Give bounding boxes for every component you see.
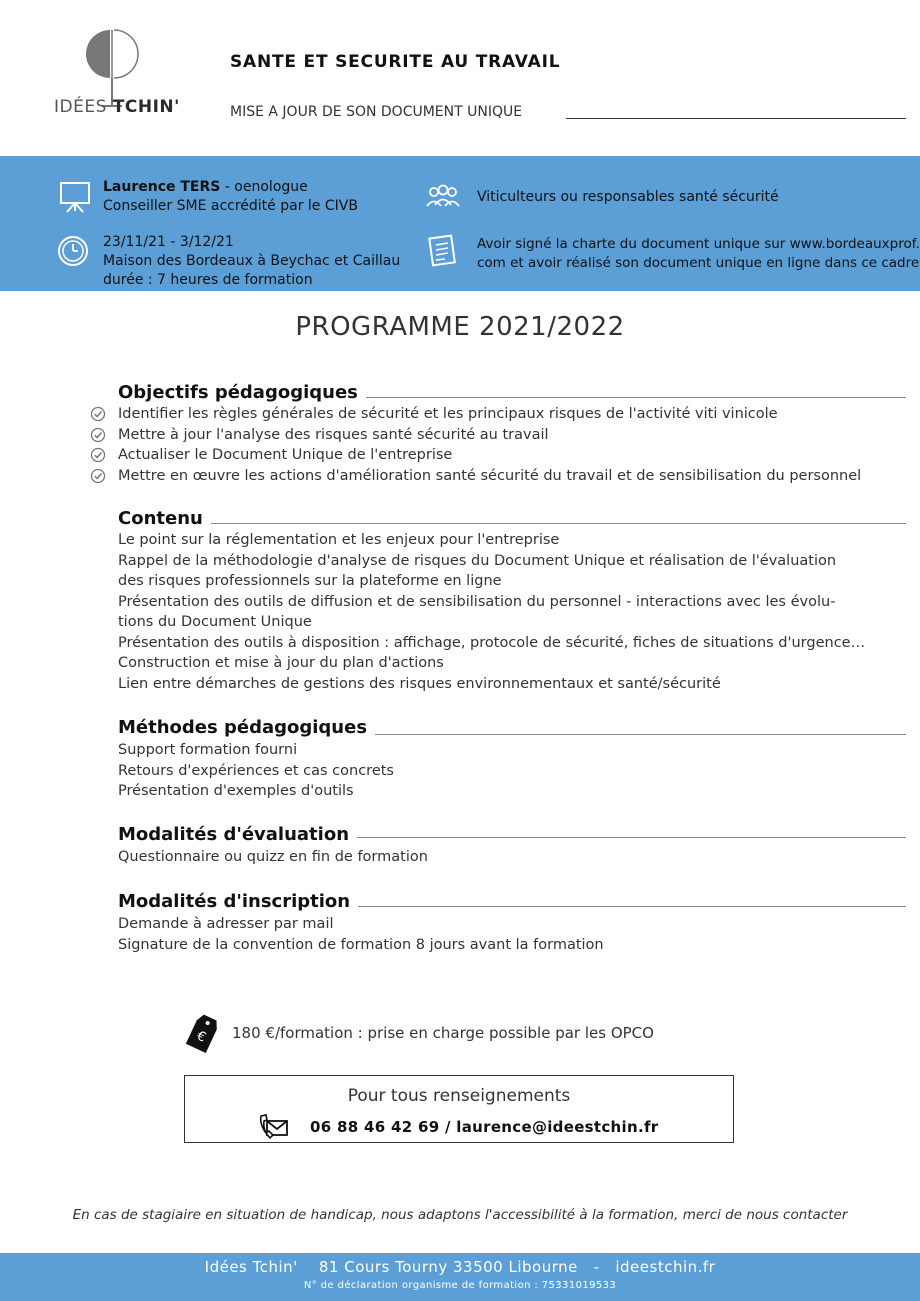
methodes-line: Présentation d'exemples d'outils: [118, 783, 354, 799]
contenu-line: Le point sur la réglementation et les enjeux pour l'entreprise: [118, 532, 560, 548]
footer-address: Idées Tchin' 81 Cours Tourny 33500 Libourne - ideestchin.fr: [204, 1258, 716, 1276]
contenu-heading: Contenu: [118, 508, 211, 529]
evaluation-heading: Modalités d'évaluation: [118, 824, 357, 845]
contenu-rule: [205, 523, 906, 524]
evaluation-rule: [352, 837, 906, 838]
inscription-rule: [346, 906, 906, 907]
objectifs-line: Mettre à jour l'analyse des risques santé sécurité au travail: [118, 426, 549, 443]
trainer-line: Laurence TERS - oenologue: [103, 179, 308, 195]
prerequisite-line-2: com et avoir réalisé son document unique en ligne dans ce cadre: [477, 255, 920, 271]
inscription-line: Signature de la convention de formation 8 jours avant la formation: [118, 936, 604, 953]
check-circle-icon: [90, 447, 106, 463]
price-tag-icon: [184, 1012, 222, 1054]
contact-title: Pour tous renseignements: [347, 1086, 571, 1106]
clock-icon: [56, 234, 90, 268]
contenu-line: Construction et mise à jour du plan d'actions: [118, 655, 444, 671]
programme-title: PROGRAMME 2021/2022: [295, 312, 625, 342]
trainer-accreditation: Conseiller SME accrédité par le CIVB: [103, 198, 358, 214]
envelope-phone-icon: [258, 1112, 290, 1142]
contenu-line: Présentation des outils de diffusion et de sensibilisation du personnel - interactions avec les évolu-: [118, 593, 836, 610]
training-location: Maison des Bordeaux à Beychac et Caillau: [103, 253, 401, 269]
inscription-line: Demande à adresser par mail: [118, 916, 334, 932]
people-icon: [424, 180, 462, 214]
contenu-line: tions du Document Unique: [118, 614, 312, 630]
methodes-rule: [368, 734, 906, 735]
contact-phone-email[interactable]: 06 88 46 42 69 / laurence@ideestchin.fr: [310, 1118, 659, 1136]
footer-declaration: N° de déclaration organisme de formation : 75331019533: [303, 1280, 617, 1291]
objectifs-line: Mettre en œuvre les actions d'amélioration santé sécurité du travail et de sensibilisation du personnel: [118, 467, 862, 484]
methodes-heading: Méthodes pédagogiques: [118, 717, 375, 738]
contenu-line: Rappel de la méthodologie d'analyse de risques du Document Unique et réalisation de l'évaluation: [118, 552, 837, 569]
handicap-note: En cas de stagiaire en situation de handicap, nous adaptons l'accessibilité à la formation, merci de nous contacter: [72, 1207, 848, 1223]
methodes-line: Support formation fourni: [118, 742, 298, 758]
contenu-line: Présentation des outils à disposition : affichage, protocole de sécurité, fiches de situations d'urgence…: [118, 634, 866, 651]
training-duration: durée : 7 heures de formation: [103, 272, 313, 288]
logo-text: IDÉES TCHIN': [54, 97, 180, 117]
easel-icon: [58, 180, 92, 214]
document-subtitle: MISE A JOUR DE SON DOCUMENT UNIQUE: [230, 104, 523, 120]
contenu-line: Lien entre démarches de gestions des risques environnementaux et santé/sécurité: [118, 675, 721, 692]
check-circle-icon: [90, 427, 106, 443]
contenu-line: des risques professionnels sur la plateforme en ligne: [118, 573, 502, 589]
checklist-icon: [425, 233, 459, 267]
check-circle-icon: [90, 406, 106, 422]
objectifs-rule: [360, 397, 906, 398]
price-text: 180 €/formation : prise en charge possible par les OPCO: [232, 1024, 654, 1042]
svg-text:€: €: [194, 1028, 209, 1046]
prerequisite-line-1: Avoir signé la charte du document unique sur www.bordeauxprof.: [477, 236, 920, 252]
methodes-line: Retours d'expériences et cas concrets: [118, 762, 394, 779]
objectifs-heading: Objectifs pédagogiques: [118, 382, 366, 403]
document-title: SANTE ET SECURITE AU TRAVAIL: [230, 52, 561, 72]
check-circle-icon: [90, 468, 106, 484]
subtitle-rule: [566, 118, 906, 119]
objectifs-line: Identifier les règles générales de sécurité et les principaux risques de l'activité viti vinicole: [118, 406, 778, 422]
training-dates: 23/11/21 - 3/12/21: [103, 234, 234, 250]
objectifs-line: Actualiser le Document Unique de l'entreprise: [118, 447, 453, 463]
evaluation-line: Questionnaire ou quizz en fin de formation: [118, 849, 428, 865]
inscription-heading: Modalités d'inscription: [118, 891, 358, 912]
target-audience: Viticulteurs ou responsables santé sécurité: [477, 189, 779, 205]
